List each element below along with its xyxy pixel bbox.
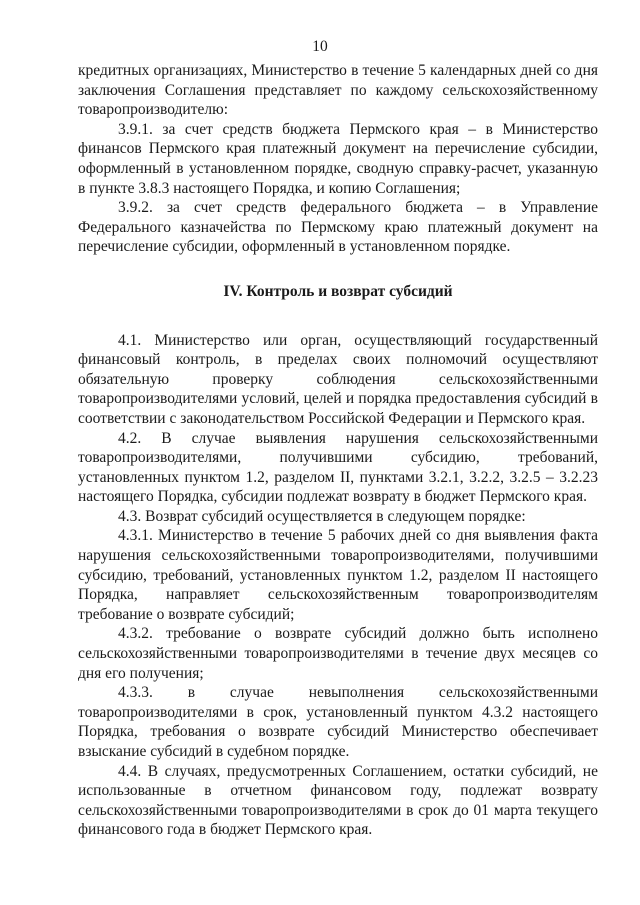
paragraph-4-3-1: 4.3.1. Министерство в течение 5 рабочих дней со дня выявления факта нарушения сельскохозяйственными товаропроизводителями, получившими субсидию, требований, установленных пунктом 1.2, разделом II настоящего Порядка, направляет сельскохозяйственным товаропроизводителям требование о возврате субсидий;	[78, 527, 598, 623]
paragraph-continuation: кредитных организациях, Министерство в течение 5 календарных дней со дня заключения Соглашения представляет по каждому сельскохозяйственному товаропроизводителю:	[78, 62, 598, 119]
paragraph-3-9-2: 3.9.2. за счет средств федерального бюджета – в Управление Федерального казначейства по Пермскому краю платежный документ на перечисление субсидии, оформленный в установленном порядке.	[78, 199, 598, 256]
paragraph-4-2: 4.2. В случае выявления нарушения сельскохозяйственными товаропроизводителями, получившими субсидию, требований, установленных пунктом 1.2, разделом II, пунктами 3.2.1, 3.2.2, 3.2.5 – 3.2.23 настоящего Порядка, субсидии подлежат возврату в бюджет Пермского края.	[78, 429, 598, 506]
paragraph-3-9-1: 3.9.1. за счет средств бюджета Пермского края – в Министерство финансов Пермского края платежный документ на перечисление субсидии, оформленный в установленном порядке, сводную справку-расчет, указанную в пункте 3.8.3 настоящего Порядка, и копию Соглашения;	[78, 120, 598, 197]
paragraph-4-3: 4.3. Возврат субсидий осуществляется в следующем порядке:	[118, 507, 526, 525]
paragraph-4-1: 4.1. Министерство или орган, осуществляющий государственный финансовый контроль, в пределах своих полномочий осуществляют обязательную проверку соблюдения сельскохозяйственными товаропроизводителями условий, целей и порядка предоставления субсидий в соответствии с законодательством Российской Федерации и Пермского края.	[78, 331, 598, 427]
page-number: 10	[312, 38, 328, 55]
document-body	[78, 61, 598, 840]
paragraph-4-4: 4.4. В случаях, предусмотренных Соглашением, остатки субсидий, не использованные в отчетном финансовом году, подлежат возврату сельскохозяйственными товаропроизводителями в срок до 01 марта текущего финансового года в бюджет Пермского края.	[78, 762, 598, 839]
paragraph-4-3-2: 4.3.2. требование о возврате субсидий должно быть исполнено сельскохозяйственными товаропроизводителями в течение двух месяцев со дня его получения;	[78, 625, 598, 682]
paragraph-4-3-3: 4.3.3. в случае невыполнения сельскохозяйственными товаропроизводителями в срок, установленный пунктом 4.3.2 настоящего Порядка, требования о возврате субсидий Министерство обеспечивает взыскание субсидий в судебном порядке.	[78, 684, 598, 760]
section-heading: IV. Контроль и возврат субсидий	[223, 282, 453, 300]
